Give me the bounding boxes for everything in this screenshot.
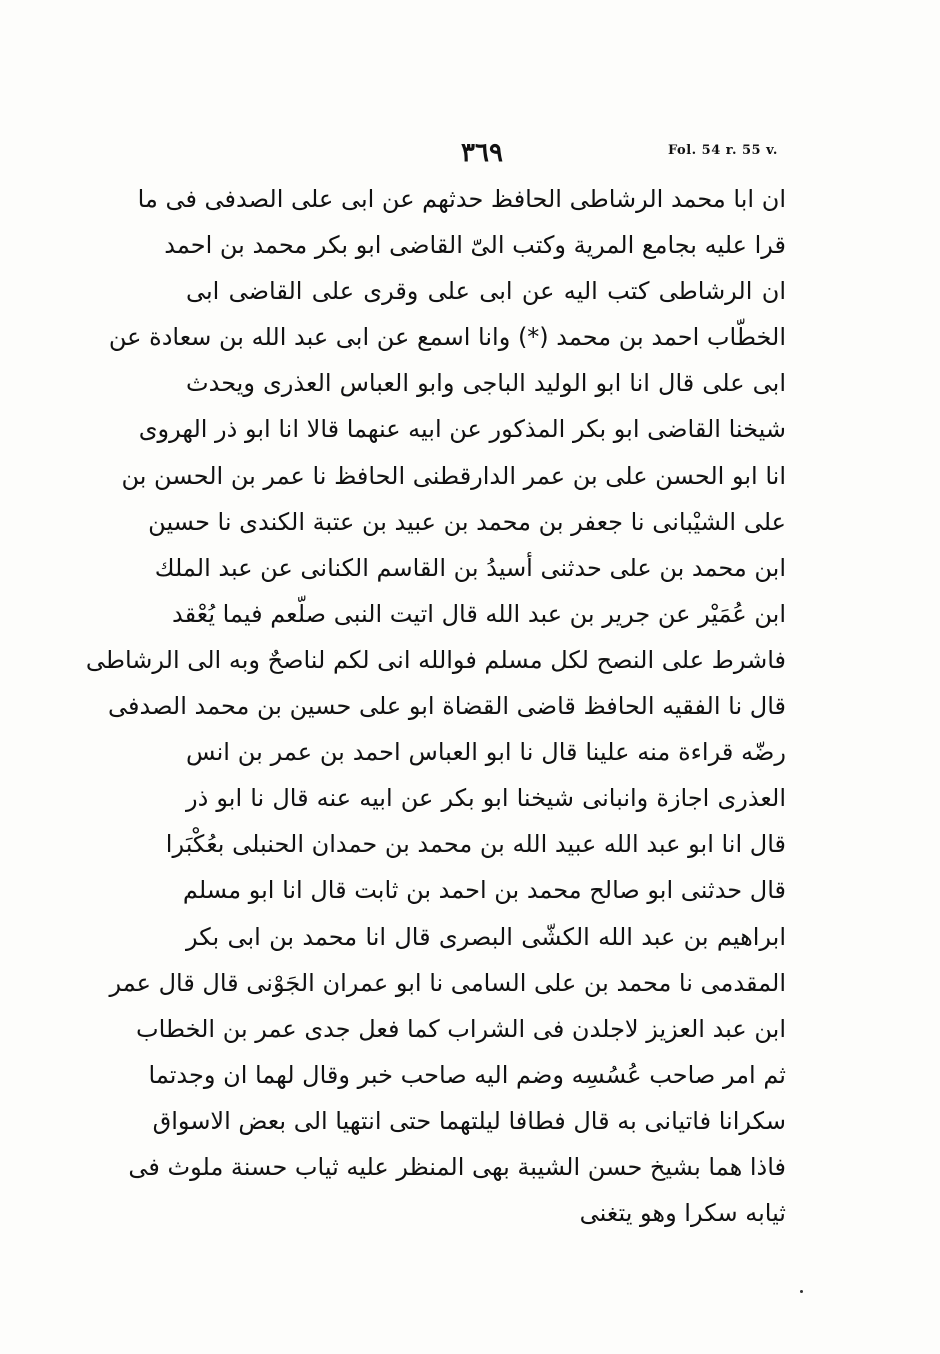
text-line: شيخنا القاضى ابو بكر المذكور عن ابيه عنهما قالا انا ابو ذر الهروى — [138, 415, 786, 444]
text-line: قرا عليه بجامع المرية وكتب الىّ القاضى ابو بكر محمد بن احمد — [164, 231, 786, 260]
page-number: ٣٦٩ — [461, 138, 503, 168]
text-line: سكرانا فاتيانى به قال فطافا ليلتهما حتى انتهيا الى بعض الاسواق — [152, 1106, 786, 1135]
text-line: فاذا هما بشيخ حسن الشيبة بهى المنظر عليه ثياب حسنة ملوث فى — [128, 1152, 786, 1181]
text-line: الخطّاب احمد بن محمد (*) وانا اسمع عن ابى عبد الله بن سعادة عن — [108, 323, 786, 352]
text-line: العذرى اجازة وانبانى شيخنا ابو بكر عن ابيه عنه قال نا ابو ذر — [186, 784, 786, 813]
text-line: ابى على قال انا ابو الوليد الباجى وابو العباس العذرى ويحدث — [186, 369, 786, 398]
text-line: انا ابو الحسن على بن عمر الدارقطنى الحافظ نا عمر بن الحسن بن — [121, 461, 786, 490]
folio-reference: Fol. 54 r. 55 v. — [668, 143, 778, 158]
arabic-text-block — [85, 176, 786, 1236]
text-line: ان الرشاطى كتب اليه عن ابى على وقرى على القاضى ابى — [186, 277, 786, 306]
text-line: ان ابا محمد الرشاطى الحافظ حدثهم عن ابى على الصدفى فى ما — [137, 185, 786, 213]
text-line-last: ثيابه سكرا وهو يتغنى — [579, 1199, 786, 1228]
paper-speck — [800, 1290, 803, 1293]
text-line: ثم امر صاحب عُسُسِه وضم اليه صاحب خبر وقال لهما ان وجدتما — [148, 1060, 786, 1089]
text-line: رضّه قراءة منه علينا قال نا ابو العباس احمد بن عمر بن انس — [186, 738, 786, 767]
text-line: المقدمى نا محمد بن على السامى نا ابو عمران الجَوْنى قال قال عمر — [109, 968, 786, 997]
text-line: قال حدثنى ابو صالح محمد بن احمد بن ثابت قال انا ابو مسلم — [182, 876, 786, 905]
text-line: قال نا الفقيه الحافظ قاضى القضاة ابو على حسين بن محمد الصدفى — [108, 692, 786, 721]
text-line: على الشيْبانى نا جعفر بن محمد بن عبيد بن عتبة الكندى نا حسين — [148, 507, 786, 536]
text-line: فاشرط على النصح لكل مسلم فوالله انى لكم لناصحٌ وبه الى الرشاطى — [85, 645, 786, 674]
text-line: قال انا ابو عبد الله عبيد الله بن محمد بن حمدان الحنبلى بعُكْبَرا — [165, 830, 786, 859]
text-line: ابن عُمَيْر عن جرير بن عبد الله قال اتيت النبى صلّعم فيما يُعْقد — [172, 599, 786, 628]
text-line: ابن عبد العزيز لاجلدن فى الشراب كما فعل جدى عمر بن الخطاب — [136, 1014, 786, 1043]
text-line: ابن محمد بن على حدثنى أسيدُ بن القاسم الكنانى عن عبد الملك — [154, 553, 786, 582]
text-line: ابراهيم بن عبد الله الكشّى البصرى قال انا محمد بن ابى بكر — [186, 922, 786, 951]
